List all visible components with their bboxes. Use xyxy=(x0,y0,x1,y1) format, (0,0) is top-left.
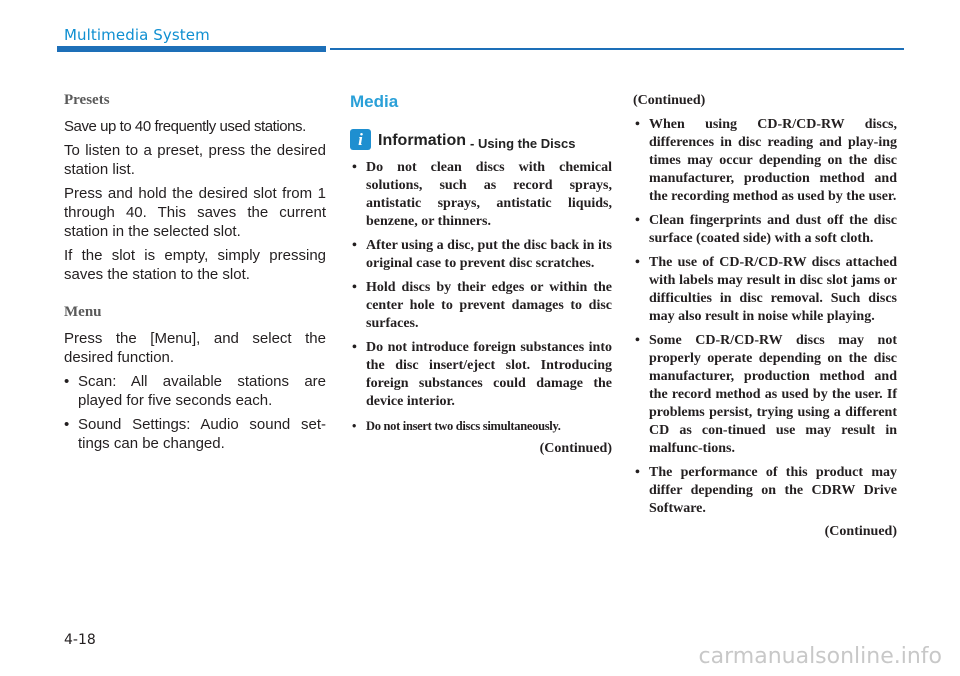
information-icon: i xyxy=(350,129,371,150)
page-number: 4-18 xyxy=(64,632,96,648)
list-item: • Do not insert two discs simultaneously. xyxy=(350,417,612,435)
watermark: carmanualsonline.info xyxy=(698,644,942,669)
cd-notes-list xyxy=(633,116,897,518)
presets-paragraph: Press and hold the desired slot from 1 through 40. This saves the current station in the selected slot. xyxy=(64,185,326,240)
presets-paragraph: Save up to 40 frequently used stations. xyxy=(64,118,306,135)
list-item: • Clean fingerprints and dust off the disc surface (coated side) with a soft cloth. xyxy=(633,212,897,248)
list-item: • The performance of this product may differ depending on the CDRW Drive Software. xyxy=(633,464,897,518)
presets-paragraph: To listen to a preset, press the desired station list. xyxy=(64,142,326,178)
list-item: • Do not introduce foreign substances into the disc insert/eject slot. Introducing foreign substances could damage the device interior. xyxy=(350,339,612,411)
information-heading xyxy=(350,129,612,150)
list-item: • Hold discs by their edges or within the center hole to prevent damages to disc surfaces. xyxy=(350,279,612,333)
list-item: • Do not clean discs with chemical solutions, such as record sprays, antistatic sprays, antistatic liquids, benzene, or thinners. xyxy=(350,159,612,231)
header-title: Multimedia System xyxy=(64,26,210,44)
menu-heading: Menu xyxy=(64,304,102,320)
menu-paragraph: Press the [Menu], and select the desired function. xyxy=(64,330,326,366)
list-item: • When using CD-R/CD-RW discs, differences in disc reading and play-ing times may occur depending on the disc manufacturer, production method and the recording method as used by the user. xyxy=(633,116,897,206)
presets-paragraph: If the slot is empty, simply pressing saves the station to the slot. xyxy=(64,247,326,283)
continued-label: (Continued) xyxy=(633,93,706,108)
left-column xyxy=(64,92,326,458)
list-item: • After using a disc, put the disc back in its original case to prevent disc scratches. xyxy=(350,237,612,273)
continued-label: (Continued) xyxy=(824,524,897,539)
header-rule-thin xyxy=(330,48,904,50)
list-item: • Some CD-R/CD-RW discs may not properly operate depending on the disc manufacturer, production method and the record method as used by the user. If problems persist, trying using a different CD as con-tinued use may result in malfunc-tions. xyxy=(633,332,897,458)
header-rule-thick xyxy=(57,46,326,52)
menu-list xyxy=(64,372,326,453)
information-label: Information xyxy=(378,132,466,149)
presets-heading: Presets xyxy=(64,92,110,108)
media-heading: Media xyxy=(350,92,399,111)
list-item: • The use of CD-R/CD-RW discs attached with labels may result in disc slot jams or difficulties in disc removal. Such discs may also result in noise while playing. xyxy=(633,254,897,326)
middle-column xyxy=(350,92,612,457)
information-subtitle: - Using the Discs xyxy=(470,136,576,151)
disc-care-list xyxy=(350,159,612,435)
list-item: • Scan: All available stations are played for five seconds each. xyxy=(64,372,326,410)
continued-label: (Continued) xyxy=(539,441,612,456)
right-column xyxy=(633,92,897,540)
list-item: • Sound Settings: Audio sound set-tings can be changed. xyxy=(64,415,326,453)
